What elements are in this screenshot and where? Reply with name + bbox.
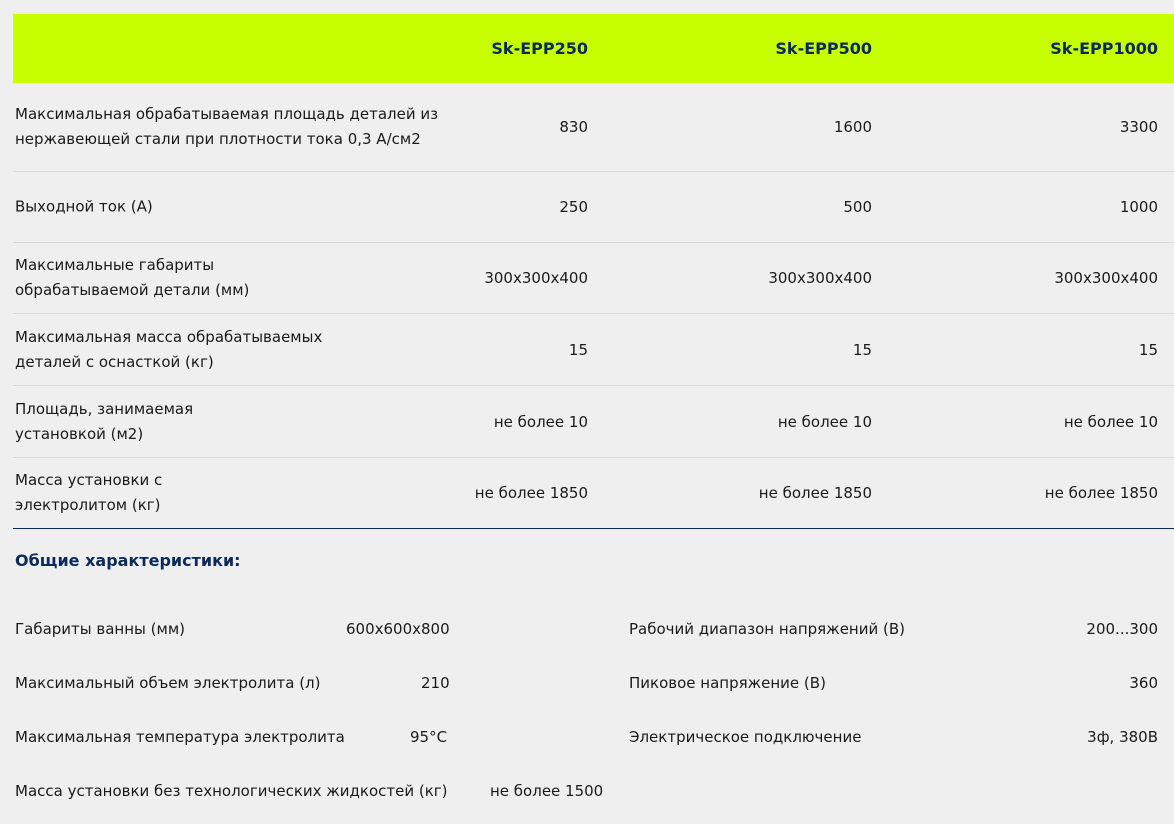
row-value: не более 1850: [758, 484, 872, 502]
general-section-title: Общие характеристики:: [15, 551, 241, 570]
row-label: Масса установки с электролитом (кг): [15, 471, 163, 514]
row-value: не более 10: [493, 412, 588, 431]
general-value: 95°С: [410, 728, 448, 746]
spec-table: [13, 14, 1174, 529]
table-row: [13, 83, 1174, 172]
row-value: 15: [1138, 340, 1158, 359]
general-value: 210: [421, 674, 450, 692]
row-value: не более 1850: [1044, 484, 1158, 502]
model-header-2: Sk-EPP500: [775, 39, 872, 58]
row-value: не более 1850: [474, 484, 588, 502]
general-value: 600x600x800: [346, 620, 450, 638]
row-value: 15: [568, 340, 588, 359]
row-value: 500: [843, 198, 872, 216]
table-row: [13, 314, 1174, 386]
row-value: не более 10: [1063, 412, 1158, 431]
general-value: 360: [1129, 674, 1158, 692]
general-label: Электрическое подключение: [629, 728, 862, 746]
general-label: Максимальная температура электролита: [15, 728, 345, 746]
general-label: Рабочий диапазон напряжений (В): [629, 620, 905, 638]
row-label: Максимальная масса обрабатываемых деталей с оснасткой (кг): [15, 327, 323, 371]
row-value: 300x300x400: [768, 269, 872, 287]
row-value: 300x300x400: [484, 269, 588, 287]
general-value: 3ф, 380В: [1087, 728, 1158, 746]
row-value: 15: [852, 340, 872, 359]
row-value: 1600: [833, 118, 872, 136]
row-value: 300x300x400: [1054, 269, 1158, 287]
general-value: не более 1500: [490, 782, 604, 800]
row-value: 250: [559, 198, 588, 216]
row-value: не более 10: [777, 412, 872, 431]
table-row: [13, 243, 1174, 314]
general-label: Максимальный объем электролита (л): [15, 674, 321, 692]
row-label: Максимальные габариты обрабатываемой детали (мм): [15, 256, 250, 299]
row-value: 3300: [1119, 118, 1158, 136]
row-label: Площадь, занимаемая установкой (м2): [15, 399, 194, 443]
row-value: 830: [559, 118, 588, 136]
table-row: [13, 386, 1174, 458]
row-value: 1000: [1119, 198, 1158, 216]
model-header-1: Sk-EPP250: [491, 39, 588, 58]
general-label: Масса установки без технологических жидкостей (кг): [15, 782, 448, 800]
table-header: [13, 14, 1174, 83]
general-value: 200...300: [1086, 620, 1158, 638]
table-row: [13, 458, 1174, 529]
row-label: Максимальная обрабатываемая площадь деталей из нержавеющей стали при плотности тока 0,3 А/см2: [15, 105, 439, 148]
model-header-3: Sk-EPP1000: [1050, 39, 1158, 58]
general-label: Габариты ванны (мм): [15, 620, 185, 638]
general-label: Пиковое напряжение (В): [629, 674, 826, 692]
row-label: Выходной ток (А): [15, 197, 153, 216]
table-row: [13, 172, 1174, 243]
